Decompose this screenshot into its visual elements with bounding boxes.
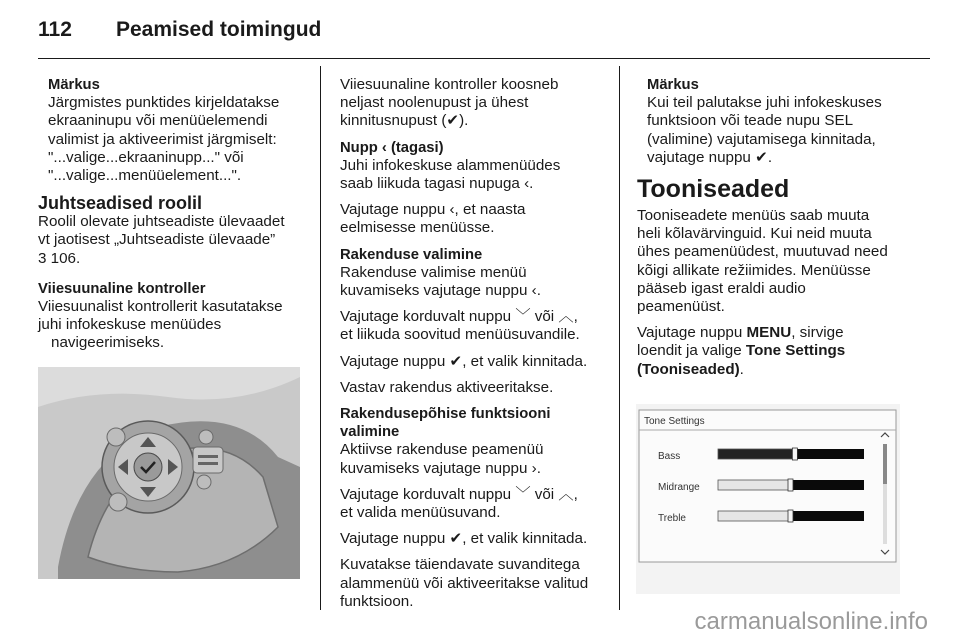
paragraph [340, 76, 610, 131]
steering-wheel-illustration [38, 367, 300, 579]
paragraph [340, 201, 610, 237]
text-line: Vajutage korduvalt nuppu ﹀ või ︿, [340, 485, 578, 503]
note-box [637, 76, 907, 167]
paragraph: Vajutage nuppu ✔, et valik kinnitada. [340, 530, 588, 548]
watermark: carmanualsonline.info [694, 608, 928, 635]
menu-item-label: Tone Settings [745, 342, 846, 360]
text-line: et liikuda soovitud menüüsuvandile. [340, 326, 580, 344]
sub-heading-line: valimine [340, 424, 400, 441]
sub-heading: Viiesuunaline kontroller [38, 280, 206, 297]
header-rule [38, 58, 930, 59]
paragraph: Vastav rakendus aktiveeritakse. [340, 378, 554, 396]
column-divider [320, 66, 321, 610]
text-line: Viiesuunalist kontrollerit kasutatakse [38, 298, 283, 316]
scrollbar-thumb[interactable] [883, 444, 887, 484]
text-fragment: , sirvige [791, 324, 844, 342]
tone-bar-left [718, 511, 791, 521]
page-number: 112 [38, 18, 72, 41]
text-line: pääseb igast eraldi audio [637, 279, 806, 297]
paragraph [340, 264, 610, 300]
text-line: kuvamiseks vajutage nuppu ‹. [340, 282, 541, 300]
note-line: vajutage nuppu ✔. [647, 148, 773, 166]
tone-slider-knob[interactable] [788, 510, 793, 522]
paragraph [38, 298, 306, 353]
paragraph [340, 308, 610, 344]
menu-item-label: (Tooniseaded) [637, 360, 740, 378]
text-line: ühes peamenüüdest, muutuvad need [637, 243, 888, 261]
note-title: Märkus [48, 77, 100, 93]
sub-heading: Rakenduse valimine [340, 246, 483, 263]
tone-settings-screen [636, 404, 900, 594]
text-fragment: Vajutage nuppu [637, 324, 747, 342]
sub-heading [340, 405, 610, 441]
paragraph [340, 486, 610, 522]
text-line: et valida menüüsuvand. [340, 504, 501, 522]
column-right [637, 76, 907, 387]
note-line: Järgmistes punktides kirjeldatakse [48, 94, 280, 112]
paragraph: Vajutage nuppu ✔, et valik kinnitada. [340, 352, 588, 370]
tone-row-label: Treble [658, 513, 686, 524]
text-line: navigeerimiseks. [51, 334, 165, 352]
note-line: (valimine) vajutamisega kinnitada, [647, 130, 876, 148]
note-line: valimist ja aktiveerimist järgmiselt: [48, 130, 277, 148]
sub-heading: Nupp ‹ (tagasi) [340, 139, 444, 156]
column-middle [340, 76, 610, 619]
section-heading: Tooniseaded [637, 175, 790, 204]
text-line: Rakenduse valimise menüü [340, 263, 527, 281]
tone-screen-title: Tone Settings [644, 416, 705, 427]
text-line: Juhi infokeskuse alammenüüdes [340, 156, 561, 174]
tone-slider-knob[interactable] [788, 479, 793, 491]
paragraph [637, 207, 907, 316]
text-line: kuvamiseks vajutage nuppu ›. [340, 459, 541, 477]
note-box [38, 76, 306, 185]
paragraph [637, 324, 907, 379]
text-line: kõigi allikate režiimides. Menüüsse [637, 261, 871, 279]
section-heading: Juhtseadised roolil [38, 193, 203, 214]
text-line: eelmisesse menüüsse. [340, 219, 495, 237]
tone-bar-right [791, 480, 864, 490]
steering-wheel-controls-image [38, 367, 300, 579]
text-line: peamenüüst. [637, 298, 725, 316]
note-line: Kui teil palutakse juhi infokeskuses [647, 94, 882, 112]
column-divider [619, 66, 620, 610]
page-title: Peamised toimingud [116, 18, 322, 41]
text-line: Roolil olevate juhtseadiste ülevaadet [38, 213, 285, 231]
note-title: Märkus [647, 77, 699, 93]
note-line: ekraaninupu või menüüelemendi [48, 112, 268, 130]
tone-bar-left [718, 449, 795, 459]
tone-row-label: Midrange [658, 482, 700, 493]
text-line: saab liikuda tagasi nupuga ‹. [340, 175, 534, 193]
menu-key-label: MENU [746, 324, 792, 342]
paragraph [340, 441, 610, 477]
note-line: "...valige...ekraaninupp..." või [48, 148, 244, 166]
text-line: Vajutage korduvalt nuppu ﹀ või ︿, [340, 308, 578, 326]
tone-settings-screen-image [636, 404, 900, 594]
tone-bar-right [795, 449, 864, 459]
text-line: kinnitusnupust (✔). [340, 112, 469, 130]
paragraph [340, 157, 610, 193]
paragraph [38, 213, 306, 268]
text-line: Viiesuunaline kontroller koosneb [340, 76, 559, 93]
note-line: funktsioon või teade nupu SEL [647, 112, 854, 130]
page-header [38, 18, 321, 48]
note-line: "...valige...menüüelement...". [48, 167, 242, 185]
paragraph [340, 556, 610, 611]
text-line: alammenüü või aktiveeritakse valitud [340, 574, 589, 592]
text-line: funktsioon. [340, 592, 414, 610]
text-line: neljast noolenupust ja ühest [340, 94, 529, 112]
sub-heading-line: Rakendusepõhise funktsiooni [340, 406, 551, 423]
text-line: Kuvatakse täiendavate suvanditega [340, 556, 580, 574]
column-left [38, 76, 306, 579]
page-reference-link[interactable]: 3 106. [38, 249, 81, 267]
tone-bar-right [791, 511, 864, 521]
text-line: juhi infokeskuse menüüdes [38, 316, 222, 334]
text-line: vt jaotisest „Juhtseadiste ülevaade” [38, 231, 276, 249]
tone-bar-left [718, 480, 791, 490]
tone-slider-knob[interactable] [792, 448, 797, 460]
text-line: heli kõlavärvinguid. Kui neid muuta [637, 225, 872, 243]
text-fragment: loendit ja valige [637, 342, 746, 360]
text-fragment: . [739, 360, 744, 378]
text-line: Vajutage nuppu ‹, et naasta [340, 201, 526, 219]
tone-row-label: Bass [658, 451, 681, 462]
text-line: Aktiivse rakenduse peamenüü [340, 441, 544, 459]
text-line: Tooniseadete menüüs saab muuta [637, 207, 870, 225]
